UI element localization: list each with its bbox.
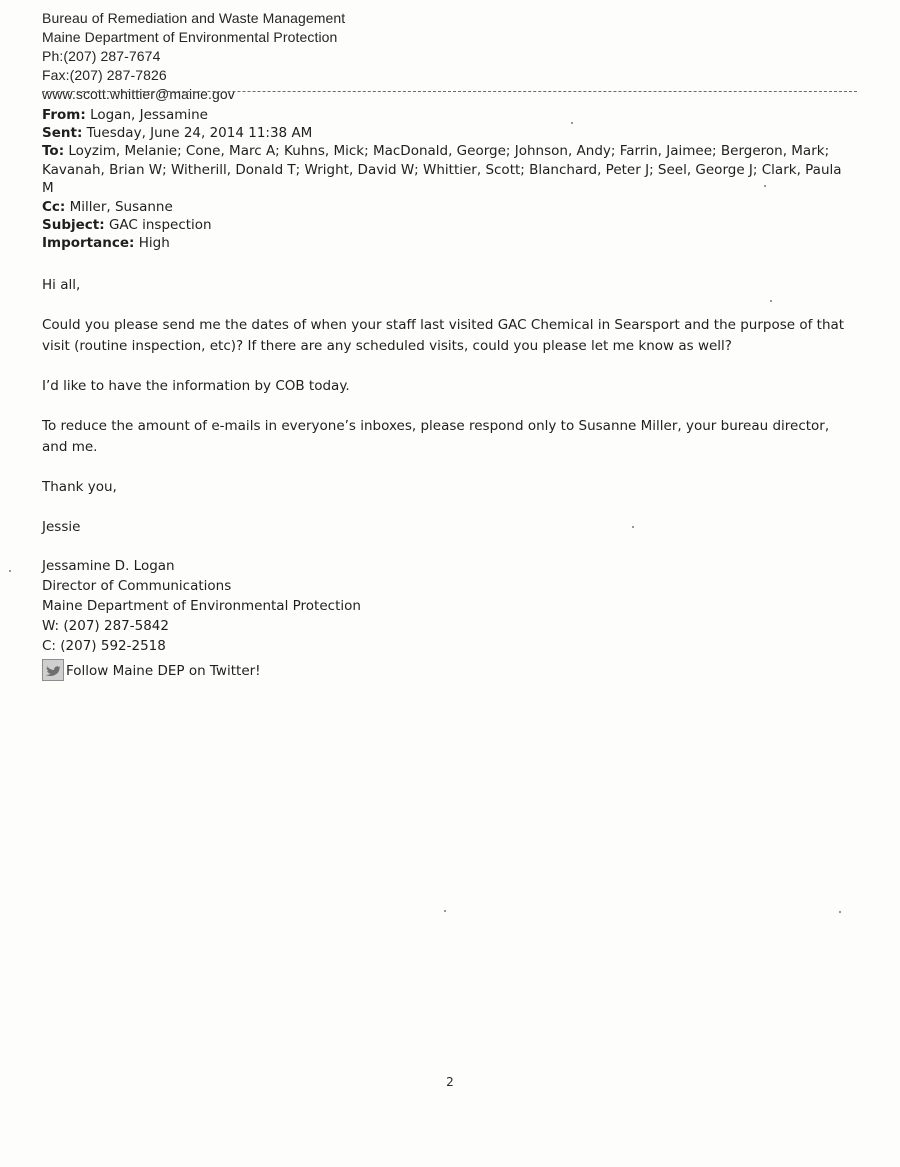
subject-label: Subject:	[42, 216, 105, 233]
sent-value: Tuesday, June 24, 2014 11:38 AM	[86, 125, 313, 141]
twitter-bird-icon[interactable]	[42, 659, 64, 681]
importance-row	[42, 234, 857, 252]
department-line: Maine Department of Environmental Protection	[42, 29, 338, 45]
scan-speck	[764, 185, 766, 187]
twitter-follow-link[interactable]	[42, 659, 361, 681]
scan-speck	[770, 300, 772, 302]
subject-value: GAC inspection	[108, 216, 212, 233]
email-link[interactable]: www.scott.whittier@maine.gov	[42, 86, 235, 102]
sender-signature-block	[42, 9, 857, 104]
request-paragraph: Could you please send me the dates of when your staff last visited GAC Chemical in Searsport and the purpose of that visit (routine inspection, etc)? If there are any scheduled visits, could you please let me know as well?	[42, 317, 845, 354]
page-number: 2	[446, 1075, 454, 1089]
importance-value: High	[138, 234, 170, 251]
scan-speck	[632, 526, 634, 528]
fax-line: Fax:(207) 287-7826	[42, 67, 167, 83]
signature-title: Director of Communications	[42, 578, 232, 594]
from-value: Logan, Jessamine	[90, 107, 208, 123]
sent-label: Sent:	[42, 125, 83, 141]
scan-speck	[444, 910, 446, 912]
reply-instructions-paragraph: To reduce the amount of e-mails in everyone’s inboxes, please respond only to Susanne Miller, your bureau director, and me.	[42, 418, 830, 455]
signature-cell-phone: C: (207) 592-2518	[42, 638, 166, 654]
closing: Thank you,	[42, 479, 117, 495]
signature-organization: Maine Department of Environmental Protection	[42, 598, 361, 614]
importance-label: Importance:	[42, 234, 135, 251]
greeting: Hi all,	[42, 277, 81, 293]
sent-row	[42, 124, 857, 142]
to-label: To:	[42, 143, 65, 159]
cc-value: Miller, Susanne	[69, 198, 173, 215]
from-row	[42, 106, 857, 124]
bureau-line: Bureau of Remediation and Waste Management	[42, 10, 346, 26]
header-divider	[42, 91, 857, 92]
to-value: Loyzim, Melanie; Cone, Marc A; Kuhns, Mick; MacDonald, George; Johnson, Andy; Farrin, Jaimee; Bergeron, Mark; Kavanah, Brian W; Witherill, Donald T; Wright, David W; Whittier, Scott; Blanchard, Peter J; Seel, George J; Clark, Paula M	[42, 143, 842, 196]
scan-speck	[839, 911, 841, 913]
sign-off-name: Jessie	[42, 519, 81, 535]
from-label: From:	[42, 107, 86, 123]
email-header	[42, 106, 857, 252]
deadline-paragraph: I’d like to have the information by COB today.	[42, 378, 350, 394]
scan-speck	[9, 570, 11, 572]
email-body	[42, 275, 857, 557]
signature-work-phone: W: (207) 287-5842	[42, 618, 169, 634]
to-row	[42, 142, 857, 198]
scan-speck	[571, 122, 573, 124]
twitter-follow-text[interactable]: Follow Maine DEP on Twitter!	[66, 663, 261, 679]
email-signature	[42, 556, 361, 681]
cc-row	[42, 198, 857, 216]
subject-row	[42, 216, 857, 234]
signature-name: Jessamine D. Logan	[42, 558, 175, 574]
phone-line: Ph:(207) 287-7674	[42, 48, 161, 64]
cc-label: Cc:	[42, 198, 66, 215]
